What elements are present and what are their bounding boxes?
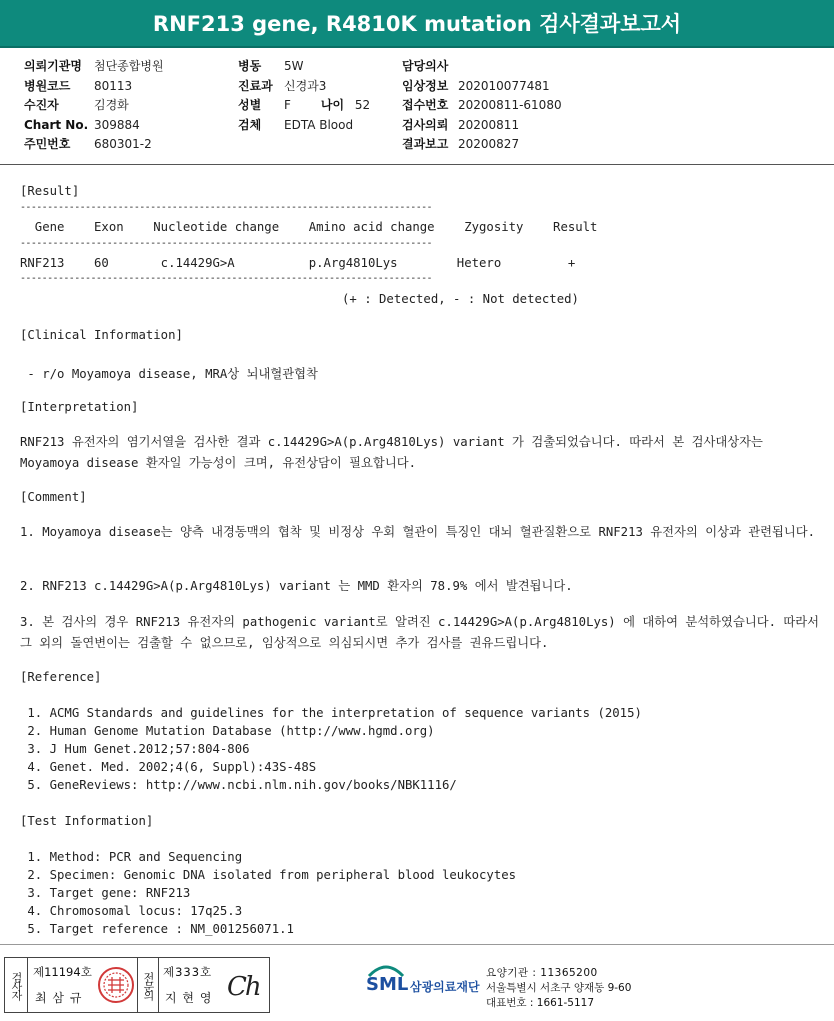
header-field <box>238 116 370 136</box>
comment-item-3: 3. 본 검사의 경우 RNF213 유전자의 pathogenic variant로 알려진 c.14429G>A(p.Arg4810Lys) 에 대하여 분석하였습니다. 따라서 그 외의 돌연변이는 검출할 수 없으므로, 임상적으로 의심되시면 추가 검사를 권유드립니다. <box>20 615 820 650</box>
header-field-label: 결과보고 <box>402 137 449 151</box>
agency-code: 요양기관 : 11365200 <box>486 967 598 979</box>
comment-item-2: 2. RNF213 c.14429G>A(p.Arg4810Lys) variant 는 MMD 환자의 78.9% 에서 발견됩니다. <box>20 579 573 593</box>
doctor-name: 지 현 영 <box>165 991 213 1005</box>
result-legend: (+ : Detected, - : Not detected) <box>342 292 579 306</box>
header-field <box>238 57 370 77</box>
tester-name: 최 삼 규 <box>35 991 83 1005</box>
result-heading: [Result] <box>20 184 80 198</box>
header-field <box>24 96 164 116</box>
comment-item-1: 1. Moyamoya disease는 양측 내경동맥의 협착 및 비정상 우회 혈관이 특징인 대뇌 혈관질환으로 RNF213 유전자의 이상과 관련됩니다. <box>20 525 816 539</box>
header-field-value: 202010077481 <box>458 78 550 93</box>
result-rule-mid: ---------------------------------------------------------------------------- <box>20 238 432 249</box>
signature-box <box>4 957 270 1013</box>
clinical-text: - r/o Moyamoya disease, MRA상 뇌내혈관협착 <box>20 367 318 381</box>
footer-divider <box>0 944 834 945</box>
test-info-item-3: 3. Target gene: RNF213 <box>20 886 191 900</box>
header-field-label: 의뢰기관명 <box>24 59 82 73</box>
reference-item-1: 1. ACMG Standards and guidelines for the interpretation of sequence variants (2015) <box>20 706 642 720</box>
address: 서울특별시 서초구 양재동 9-60 <box>486 982 632 994</box>
test-info-item-1: 1. Method: PCR and Sequencing <box>20 850 243 864</box>
header-field-label: 수진자 <box>24 98 59 112</box>
header-field-value: 80113 <box>94 78 133 93</box>
header-col-2 <box>238 57 370 135</box>
reference-item-3: 3. J Hum Genet.2012;57:804-806 <box>20 742 250 756</box>
interpretation-text: RNF213 유전자의 염기서열을 검사한 결과 c.14429G>A(p.Arg4810Lys) variant 가 검출되었습니다. 따라서 본 검사대상자는 Moyamoya disease 환자일 가능성이 크며, 유전상담이 필요합니다. <box>20 435 763 470</box>
header-field-label: Chart No. <box>24 117 89 132</box>
header-field <box>24 116 164 136</box>
header-field <box>24 77 164 97</box>
tester-label-cell <box>5 958 28 1012</box>
tester-no: 제11194호 <box>33 965 92 979</box>
doctor-label: 전문의 <box>142 971 155 999</box>
result-rule-top: ---------------------------------------------------------------------------- <box>20 202 432 213</box>
header-field-value: 20200811-61080 <box>458 98 562 112</box>
header-field-label: 병원코드 <box>24 78 71 93</box>
test-info-item-4: 4. Chromosomal locus: 17q25.3 <box>20 904 243 918</box>
header-field-value: EDTA Blood <box>284 117 354 132</box>
test-info-heading: [Test Information] <box>20 814 154 828</box>
header-col-1 <box>24 57 164 155</box>
test-info-item-5: 5. Target reference : NM_001256071.1 <box>20 922 294 936</box>
header-field-label: 접수번호 <box>402 98 449 112</box>
reference-item-2: 2. Human Genome Mutation Database (http://www.hgmd.org) <box>20 724 435 738</box>
header-field-value: 680301-2 <box>94 137 152 151</box>
clinical-heading: [Clinical Information] <box>20 328 183 342</box>
reference-heading: [Reference] <box>20 670 102 684</box>
phone: 대표번호 : 1661-5117 <box>486 997 595 1009</box>
header-field-label: 임상정보 <box>402 78 449 93</box>
header-field <box>24 57 164 77</box>
logo-text: SML <box>366 974 409 995</box>
header-field-value: 20200811 <box>458 117 520 132</box>
header-divider <box>0 164 834 165</box>
doctor-label-cell <box>137 958 159 1012</box>
header-field-label: 진료과 <box>238 78 273 93</box>
header-col-3 <box>402 57 562 155</box>
header-field-label: 담당의사 <box>402 59 449 73</box>
header-field-value: 52 <box>354 98 371 112</box>
header-field <box>402 116 562 136</box>
header-field-value: F <box>284 98 291 112</box>
header-field-value: 첨단종합병원 <box>94 59 164 73</box>
seal-icon <box>97 966 135 1004</box>
result-row: RNF213 60 c.14429G>A p.Arg4810Lys Hetero + <box>20 256 576 270</box>
header-field <box>402 135 562 155</box>
header-field <box>24 135 164 155</box>
report-title: RNF213 gene, R4810K mutation 검사결과보고서 <box>0 0 834 48</box>
reference-item-4: 4. Genet. Med. 2002;4(6, Suppl):43S-48S <box>20 760 317 774</box>
result-rule-bottom: ---------------------------------------------------------------------------- <box>20 273 432 284</box>
header-field <box>238 96 370 116</box>
header-field-value: 신경과3 <box>284 78 327 93</box>
reference-item-5: 5. GeneReviews: http://www.ncbi.nlm.nih.gov/books/NBK1116/ <box>20 778 457 792</box>
header-field-label: 검체 <box>238 117 262 132</box>
header-field-value: 20200827 <box>458 137 520 151</box>
header-field <box>402 57 562 77</box>
header-field-value: 309884 <box>94 117 140 132</box>
header-field-label: 나이 <box>320 98 345 112</box>
org-name: 삼광의료재단 <box>410 980 480 994</box>
header-field-value: 김경화 <box>94 98 129 112</box>
header-field-label: 병동 <box>238 59 262 73</box>
header-field-value: 5W <box>284 59 304 73</box>
doctor-signature: Ch <box>227 972 260 1002</box>
interpretation-heading: [Interpretation] <box>20 400 139 414</box>
test-info-item-2: 2. Specimen: Genomic DNA isolated from peripheral blood leukocytes <box>20 868 517 882</box>
comment-heading: [Comment] <box>20 490 87 504</box>
header-field-label: 주민번호 <box>24 137 71 151</box>
doctor-no: 제333호 <box>163 965 213 979</box>
result-columns: Gene Exon Nucleotide change Amino acid change Zygosity Result <box>20 220 598 234</box>
header-field-label: 성별 <box>238 98 262 112</box>
tester-label: 검사자 <box>10 971 23 999</box>
header-field-label: 검사의뢰 <box>402 117 449 132</box>
header-field <box>402 77 562 97</box>
header-field <box>238 77 370 97</box>
header-field <box>402 96 562 116</box>
